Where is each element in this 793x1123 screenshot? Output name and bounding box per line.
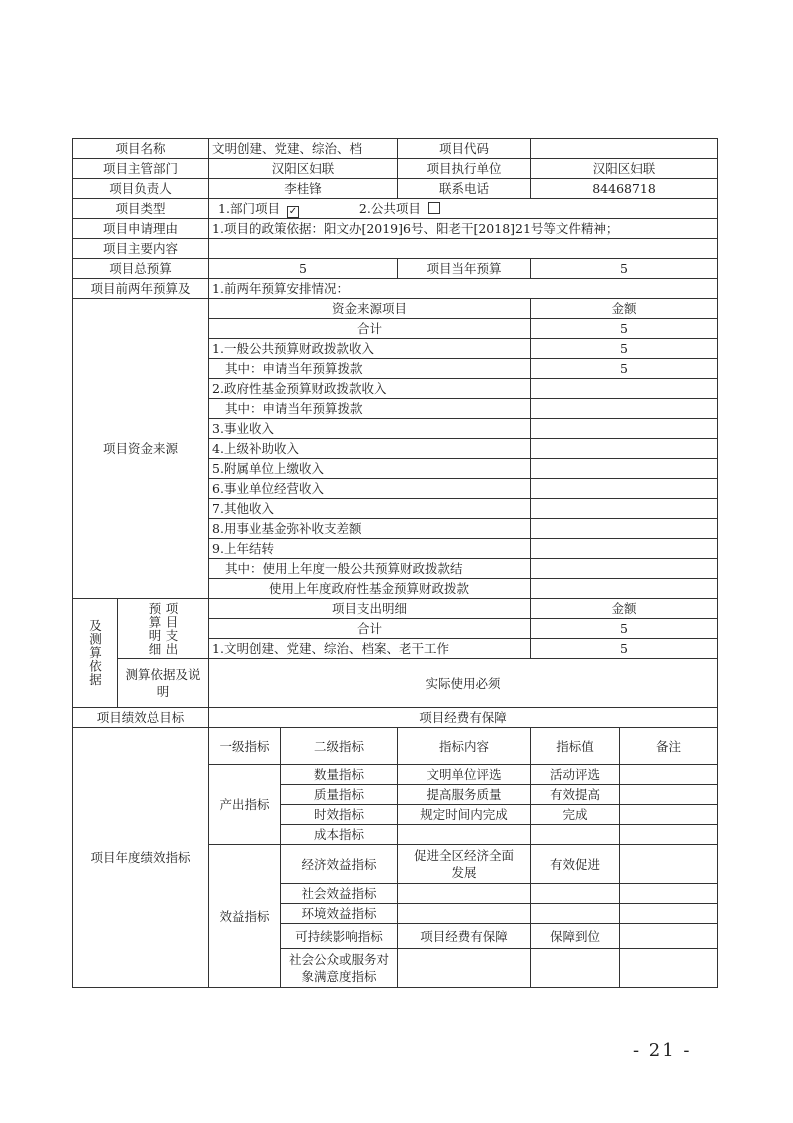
funding-row-label: 3.事业收入	[209, 419, 531, 439]
perf-goal-label: 项目绩效总目标	[73, 708, 209, 728]
expense-col-detail: 项目支出明细	[209, 599, 531, 619]
perf-indicator-value: 有效促进	[531, 845, 620, 884]
perf-indicator-note	[620, 805, 718, 825]
row-reason	[73, 219, 718, 239]
perf-indicator-content: 规定时间内完成	[398, 805, 531, 825]
perf-indicator-name: 经济效益指标	[281, 845, 398, 884]
expense-col-amount: 金额	[531, 599, 718, 619]
perf-col-level2: 二级指标	[281, 728, 398, 765]
exec-unit-value: 汉阳区妇联	[531, 159, 718, 179]
perf-indicator-name: 社会效益指标	[281, 884, 398, 904]
funding-row-label: 合计	[209, 319, 531, 339]
perf-indicator-value	[531, 825, 620, 845]
perf-output-label: 产出指标	[209, 765, 281, 845]
perf-indicator-content	[398, 949, 531, 988]
content-label: 项目主要内容	[73, 239, 209, 259]
project-name-value: 文明创建、党建、综治、档	[209, 139, 398, 159]
funding-row-amount: 5	[531, 359, 718, 379]
funding-header-row	[73, 299, 718, 319]
funding-row-amount	[531, 399, 718, 419]
perf-indicator-note	[620, 949, 718, 988]
row-prev-years	[73, 279, 718, 299]
reason-value: 1.项目的政策依据：阳文办[2019]6号、阳老干[2018]21号等文件精神；	[209, 219, 718, 239]
funding-row-amount	[531, 559, 718, 579]
perf-indicator-content	[398, 884, 531, 904]
funding-row-label: 其中：申请当年预算拨款	[209, 359, 531, 379]
project-code-label: 项目代码	[398, 139, 531, 159]
expense-header-row	[73, 599, 718, 619]
perf-col-value: 指标值	[531, 728, 620, 765]
type-label: 项目类型	[73, 199, 209, 219]
type-option-public-label: 2.公共项目	[358, 200, 421, 216]
perf-indicator-value	[531, 904, 620, 924]
funding-col-amount: 金额	[531, 299, 718, 319]
dept-value: 汉阳区妇联	[209, 159, 398, 179]
expense-item-label: 1.文明创建、党建、综治、档案、老干工作	[209, 639, 531, 659]
funding-row-amount	[531, 519, 718, 539]
perf-goal-value: 项目经费有保障	[209, 708, 718, 728]
perf-indicator-content: 项目经费有保障	[398, 924, 531, 949]
row-project-type	[73, 199, 718, 219]
perf-indicator-content	[398, 825, 531, 845]
perf-benefit-label: 效益指标	[209, 845, 281, 988]
expense-item-amount: 5	[531, 639, 718, 659]
perf-header-row	[73, 728, 718, 765]
reason-label: 项目申请理由	[73, 219, 209, 239]
row-project-name	[73, 139, 718, 159]
expense-outer-label: 及测算依据	[73, 599, 118, 708]
funding-row-amount	[531, 479, 718, 499]
expense-total-label: 合计	[209, 619, 531, 639]
exec-unit-label: 项目执行单位	[398, 159, 531, 179]
perf-indicator-name: 可持续影响指标	[281, 924, 398, 949]
perf-indicator-value: 保障到位	[531, 924, 620, 949]
dept-label: 项目主管部门	[73, 159, 209, 179]
expense-basis-label: 测算依据及说明	[118, 659, 209, 708]
project-name-label: 项目名称	[73, 139, 209, 159]
perf-indicator-content: 提高服务质量	[398, 785, 531, 805]
perf-indicator-value	[531, 949, 620, 988]
funding-row-amount	[531, 579, 718, 599]
funding-section-label: 项目资金来源	[73, 299, 209, 599]
current-budget-value: 5	[531, 259, 718, 279]
funding-row-label: 6.事业单位经营收入	[209, 479, 531, 499]
leader-value: 李桂锋	[209, 179, 398, 199]
perf-indicator-name: 成本指标	[281, 825, 398, 845]
perf-indicator-value: 有效提高	[531, 785, 620, 805]
expense-basis-row	[73, 659, 718, 708]
funding-row-label: 7.其他收入	[209, 499, 531, 519]
perf-indicator-note	[620, 924, 718, 949]
type-option-public-checkbox[interactable]	[428, 202, 440, 214]
funding-row-label: 其中：申请当年预算拨款	[209, 399, 531, 419]
funding-row-amount	[531, 459, 718, 479]
prev-years-label: 项目前两年预算及	[73, 279, 209, 299]
expense-inner-label: 项目支出预算明细	[118, 599, 209, 659]
project-form-table	[72, 138, 718, 988]
perf-goal-row	[73, 708, 718, 728]
funding-row-label: 其中：使用上年度一般公共预算财政拨款结	[209, 559, 531, 579]
funding-row-amount	[531, 419, 718, 439]
row-content	[73, 239, 718, 259]
perf-indicator-note	[620, 884, 718, 904]
funding-row-label: 9.上年结转	[209, 539, 531, 559]
perf-col-content: 指标内容	[398, 728, 531, 765]
row-budget	[73, 259, 718, 279]
funding-row-amount	[531, 539, 718, 559]
funding-row-label: 8.用事业基金弥补收支差额	[209, 519, 531, 539]
perf-annual-label: 项目年度绩效指标	[73, 728, 209, 988]
perf-indicator-value: 完成	[531, 805, 620, 825]
funding-col-source: 资金来源项目	[209, 299, 531, 319]
content-value	[209, 239, 718, 259]
perf-indicator-name: 质量指标	[281, 785, 398, 805]
perf-indicator-name: 社会公众或服务对象满意度指标	[281, 949, 398, 988]
row-leader	[73, 179, 718, 199]
perf-indicator-note	[620, 904, 718, 924]
type-option-dept-label: 1.部门项目	[218, 200, 280, 216]
row-department	[73, 159, 718, 179]
perf-indicator-note	[620, 785, 718, 805]
perf-indicator-name: 时效指标	[281, 805, 398, 825]
perf-indicator-note	[620, 825, 718, 845]
perf-indicator-value: 活动评选	[531, 765, 620, 785]
funding-row-amount: 5	[531, 319, 718, 339]
phone-value: 84468718	[531, 179, 718, 199]
expense-basis-value: 实际使用必须	[209, 659, 718, 708]
funding-row-label: 1.一般公共预算财政拨款收入	[209, 339, 531, 359]
prev-years-value: 1.前两年预算安排情况：	[209, 279, 718, 299]
perf-indicator-note	[620, 845, 718, 884]
expense-total-amount: 5	[531, 619, 718, 639]
funding-row-label: 4.上级补助收入	[209, 439, 531, 459]
current-budget-label: 项目当年预算	[398, 259, 531, 279]
funding-row-amount: 5	[531, 339, 718, 359]
perf-indicator-content: 文明单位评选	[398, 765, 531, 785]
type-options	[209, 199, 718, 219]
phone-label: 联系电话	[398, 179, 531, 199]
leader-label: 项目负责人	[73, 179, 209, 199]
perf-col-note: 备注	[620, 728, 718, 765]
funding-row-label: 2.政府性基金预算财政拨款收入	[209, 379, 531, 399]
perf-indicator-content: 促进全区经济全面发展	[398, 845, 531, 884]
perf-indicator-name: 数量指标	[281, 765, 398, 785]
total-budget-label: 项目总预算	[73, 259, 209, 279]
funding-row-label: 使用上年度政府性基金预算财政拨款	[209, 579, 531, 599]
funding-row-label: 5.附属单位上缴收入	[209, 459, 531, 479]
perf-indicator-content	[398, 904, 531, 924]
funding-row-amount	[531, 439, 718, 459]
perf-indicator-name: 环境效益指标	[281, 904, 398, 924]
funding-row-amount	[531, 499, 718, 519]
type-option-dept-checkbox[interactable]: ✓	[288, 205, 298, 217]
page-number: - 21 -	[633, 1040, 692, 1061]
project-code-value	[531, 139, 718, 159]
funding-row-amount	[531, 379, 718, 399]
perf-col-level1: 一级指标	[209, 728, 281, 765]
total-budget-value: 5	[209, 259, 398, 279]
perf-indicator-note	[620, 765, 718, 785]
perf-indicator-value	[531, 884, 620, 904]
